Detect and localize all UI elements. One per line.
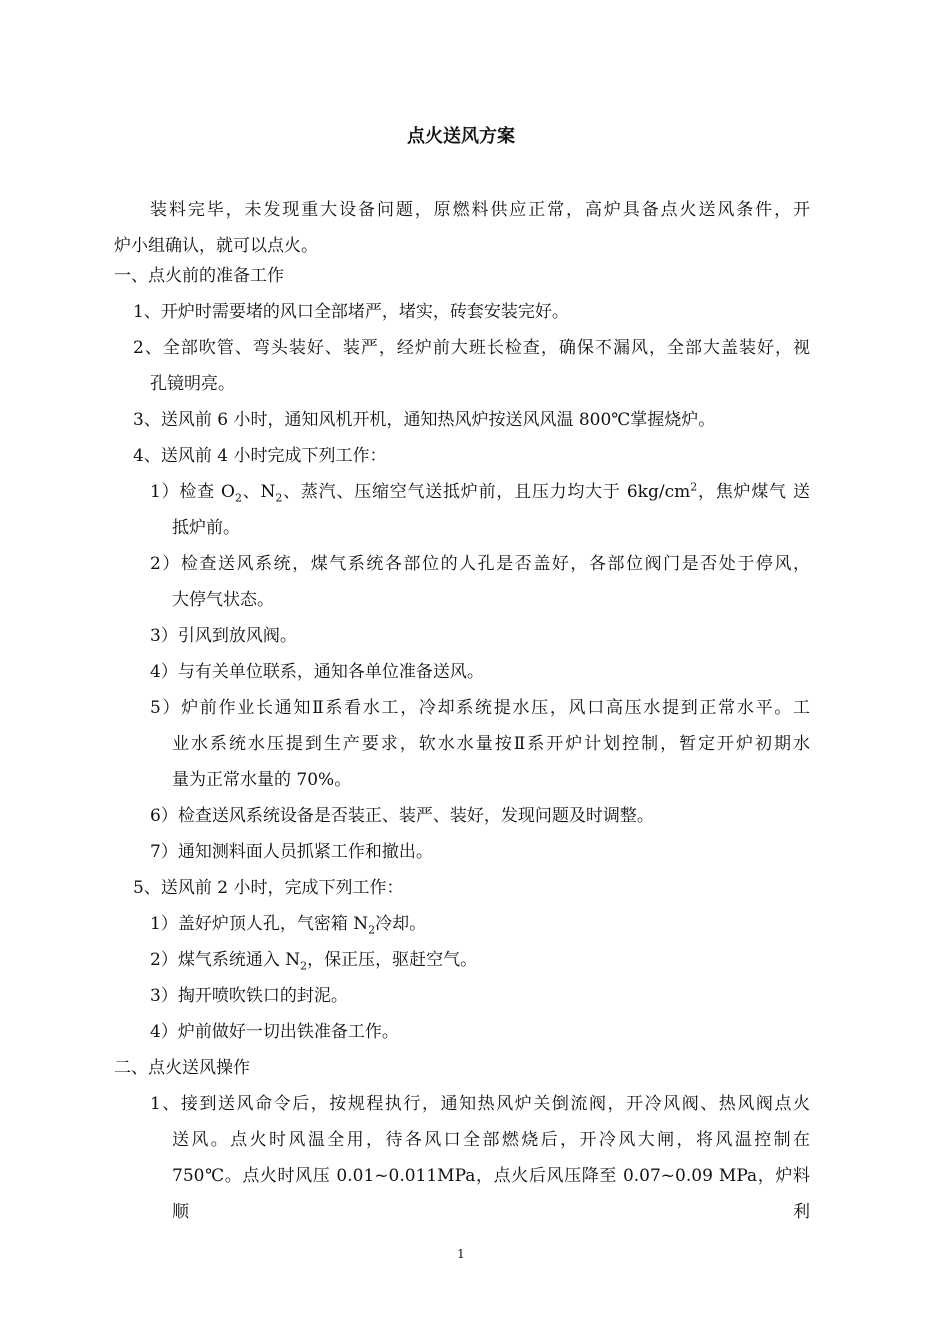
section-1-heading-text: 一、点火前的准备工作 (114, 266, 284, 286)
document-title: 点火送风方案 (407, 126, 515, 147)
s1-item-5-4-text: 4）炉前做好一切出铁准备工作。 (150, 1022, 399, 1042)
s2-item-1 (150, 1086, 810, 1230)
s1-item-4-6 (150, 798, 810, 834)
s1-item-1 (133, 294, 810, 330)
section-2-heading-text: 二、点火送风操作 (114, 1058, 250, 1078)
s1-item-4-2-line-1: 2）检查送风系统，煤气系统各部位的人孔是否盖好，各部位阀门是否处于停风， (150, 554, 810, 574)
s1-item-4-6-text: 6）检查送风系统设备是否装正、装严、装好，发现问题及时调整。 (150, 806, 654, 826)
s1-item-5-4 (150, 1014, 810, 1050)
s1-item-2 (133, 330, 810, 402)
s1-item-4-5 (150, 690, 810, 798)
s1-item-5-3 (150, 978, 810, 1014)
s2-item-1-line-3: 750℃。点火时风压 0.01~0.011MPa，点火后风压降至 0.07~0.09 MPa，炉料顺利 (172, 1166, 810, 1222)
s1-item-4-1-line-1: 1）检查 $O_2$、$N_2$、蒸汽、压缩空气送抵炉前，且压力均大于 $6kg/cm^2$，焦炉煤气 送 (150, 480, 810, 505)
s1-item-4-text: 4、送风前 4 小时完成下列工作： (133, 446, 387, 466)
s2-item-1-line-1: 1、接到送风命令后，按规程执行，通知热风炉关倒流阀，开冷风阀、热风阀点火 (150, 1094, 810, 1114)
s1-item-3 (133, 402, 810, 438)
s1-item-4-2-line-2: 大停气状态。 (172, 590, 274, 610)
s2-item-1-line-2: 送风。点火时风温全用，待各风口全部燃烧后，开冷风大闸，将风温控制在 (172, 1130, 810, 1150)
s1-item-4-4 (150, 654, 810, 690)
s1-item-1-text: 1、开炉时需要堵的风口全部堵严，堵实，砖套安装完好。 (133, 302, 569, 322)
s1-item-4-7 (150, 834, 810, 870)
s1-item-2-line-2: 孔镜明亮。 (150, 374, 235, 394)
s1-item-4-1-line-2: 抵炉前。 (172, 518, 240, 538)
s1-item-5-1-text: 1）盖好炉顶人孔，气密箱 $N_2$冷却。 (150, 914, 427, 937)
s1-item-5 (133, 870, 810, 906)
s1-item-5-3-text: 3）掏开喷吹铁口的封泥。 (150, 986, 348, 1006)
s1-item-5-text: 5、送风前 2 小时，完成下列工作： (133, 878, 404, 898)
s1-item-4-7-text: 7）通知测料面人员抓紧工作和撤出。 (150, 842, 433, 862)
s1-item-4-5-line-3: 量为正常水量的 70%。 (172, 770, 352, 790)
s1-item-4 (133, 438, 810, 474)
s1-item-4-2 (150, 546, 810, 618)
s1-item-4-4-text: 4）与有关单位联系，通知各单位准备送风。 (150, 662, 484, 682)
s1-item-5-2 (150, 942, 810, 978)
s1-item-5-2-text: 2）煤气系统通入 $N_2$，保正压，驱赶空气。 (150, 950, 478, 973)
s1-item-4-5-line-1: 5）炉前作业长通知Ⅱ系看水工，冷却系统提水压，风口高压水提到正常水平。工 (150, 698, 810, 718)
page-number: 1 (457, 1247, 465, 1261)
intro-line-1: 装料完毕，未发现重大设备问题，原燃料供应正常，高炉具备点火送风条件，开 (150, 200, 810, 220)
s1-item-5-1 (150, 906, 810, 942)
s1-item-3-text: 3、送风前 6 小时，通知风机开机，通知热风炉按送风风温 800℃掌握烧炉。 (133, 410, 716, 430)
s1-item-4-3 (150, 618, 810, 654)
section-2-heading (114, 1050, 810, 1086)
s1-item-4-1 (150, 474, 810, 546)
section-1-heading (114, 258, 810, 294)
s1-item-4-5-line-2: 业水系统水压提到生产要求，软水水量按Ⅱ系开炉计划控制，暂定开炉初期水 (172, 734, 810, 754)
s1-item-4-3-text: 3）引风到放风阀。 (150, 626, 297, 646)
intro-paragraph (114, 192, 810, 264)
s1-item-2-line-1: 2、全部吹管、弯头装好、装严，经炉前大班长检查，确保不漏风，全部大盖装好，视 (133, 338, 810, 358)
intro-line-2: 炉小组确认，就可以点火。 (114, 236, 318, 256)
